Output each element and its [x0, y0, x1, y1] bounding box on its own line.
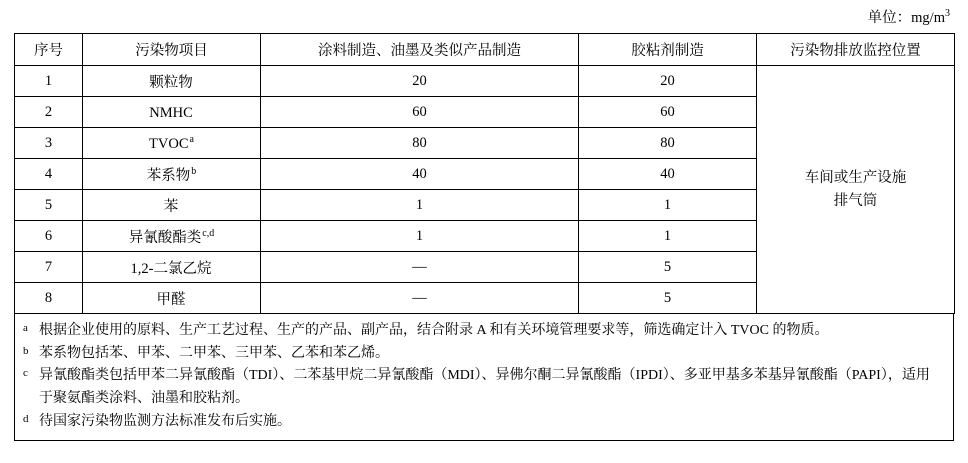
footnote-marker: b: [23, 344, 29, 357]
header-cell-no: 序号: [15, 34, 83, 66]
cell-pollutant: [83, 221, 261, 252]
cell-no: 6: [15, 221, 83, 252]
cell-adhesive-limit: 20: [579, 66, 757, 97]
cell-pollutant-note: [193, 103, 194, 114]
unit-exponent: 3: [945, 8, 950, 19]
footnote-marker: c: [23, 367, 28, 380]
footnote-text: 异氰酸酯类包括甲苯二异氰酸酯（TDI）、二苯基甲烷二异氰酸酯（MDI）、异佛尔酮二异氰酸酯（IPDI）、多亚甲基多苯基异氰酸酯（PAPI），适用于聚氨酯类涂料、油墨和胶粘剂。: [39, 368, 930, 407]
cell-adhesive-limit: 1: [579, 190, 757, 221]
cell-coating-limit: 40: [261, 159, 579, 190]
footnote-text: 根据企业使用的原料、生产工艺过程、生产的产品、副产品，结合附录 A 和有关环境管理要求等，筛选确定计入 TVOC 的物质。: [39, 323, 829, 338]
cell-pollutant: [83, 190, 261, 221]
header-cell-coating: 涂料制造、油墨及类似产品制造: [261, 34, 579, 66]
footnotes-section: [14, 314, 954, 441]
header-cell-adhesive: 胶粘剂制造: [579, 34, 757, 66]
cell-no: 1: [15, 66, 83, 97]
cell-pollutant-label: 异氰酸酯类: [128, 229, 202, 246]
cell-pollutant-label: NMHC: [149, 104, 193, 121]
cell-coating-limit: 80: [261, 128, 579, 159]
cell-adhesive-limit: 1: [579, 221, 757, 252]
cell-coating-limit: 1: [261, 221, 579, 252]
cell-coating-limit: —: [261, 283, 579, 314]
cell-no: 5: [15, 190, 83, 221]
cell-pollutant-note: c,d: [202, 227, 215, 239]
cell-no: 3: [15, 128, 83, 159]
cell-coating-limit: 60: [261, 97, 579, 128]
header-cell-pollutant: 污染物项目: [83, 34, 261, 66]
cell-no: 2: [15, 97, 83, 128]
monitor-position-line1: 车间或生产设施: [804, 170, 907, 187]
monitor-position-line2: 排气筒: [833, 192, 878, 209]
cell-pollutant-note: [193, 73, 194, 84]
cell-coating-limit: 1: [261, 190, 579, 221]
cell-pollutant: [83, 283, 261, 314]
footnote-text: 苯系物包括苯、甲苯、二甲苯、三甲苯、乙苯和苯乙烯。: [39, 345, 389, 361]
cell-coating-limit: —: [261, 252, 579, 283]
cell-pollutant: [83, 128, 261, 159]
footnote-marker: a: [23, 322, 28, 334]
cell-pollutant-label: 苯: [163, 198, 179, 215]
cell-pollutant-note: b: [191, 165, 197, 177]
cell-pollutant-label: 苯系物: [146, 167, 191, 184]
cell-pollutant-note: [186, 290, 187, 301]
cell-pollutant: [83, 252, 261, 283]
cell-pollutant-note: [211, 259, 212, 270]
cell-adhesive-limit: 5: [579, 252, 757, 283]
table-row: [15, 66, 955, 97]
footnote-item: [23, 343, 943, 366]
table-header: [15, 34, 955, 66]
cell-adhesive-limit: 60: [579, 97, 757, 128]
cell-pollutant-label: TVOC: [149, 135, 189, 152]
cell-adhesive-limit: 80: [579, 128, 757, 159]
unit-label: [14, 0, 954, 33]
header-cell-monitor-position: 污染物排放监控位置: [757, 34, 955, 66]
footnote-item: [23, 320, 943, 343]
cell-pollutant-note: [178, 197, 179, 208]
cell-pollutant: [83, 66, 261, 97]
cell-no: 8: [15, 283, 83, 314]
footnote-item: [23, 411, 943, 434]
cell-pollutant-label: 颗粒物: [149, 74, 193, 91]
cell-adhesive-limit: 40: [579, 159, 757, 190]
emission-limits-table: [14, 33, 955, 314]
cell-pollutant-label: 甲醛: [156, 291, 186, 308]
cell-pollutant: [83, 159, 261, 190]
cell-pollutant-label: 1,2-二氯乙烷: [130, 260, 212, 277]
cell-monitor-position: [757, 66, 955, 314]
cell-no: 4: [15, 159, 83, 190]
table-body: [15, 66, 955, 314]
cell-pollutant-note: a: [189, 133, 194, 145]
footnote-marker: d: [23, 412, 29, 425]
cell-coating-limit: 20: [261, 66, 579, 97]
cell-no: 7: [15, 252, 83, 283]
cell-adhesive-limit: 5: [579, 283, 757, 314]
table-header-row: [15, 34, 955, 66]
footnote-item: [23, 365, 943, 410]
unit-label-text: 单位：mg/m: [867, 9, 945, 26]
footnote-text: 待国家污染物监测方法标准发布后实施。: [39, 413, 291, 429]
cell-pollutant: [83, 97, 261, 128]
